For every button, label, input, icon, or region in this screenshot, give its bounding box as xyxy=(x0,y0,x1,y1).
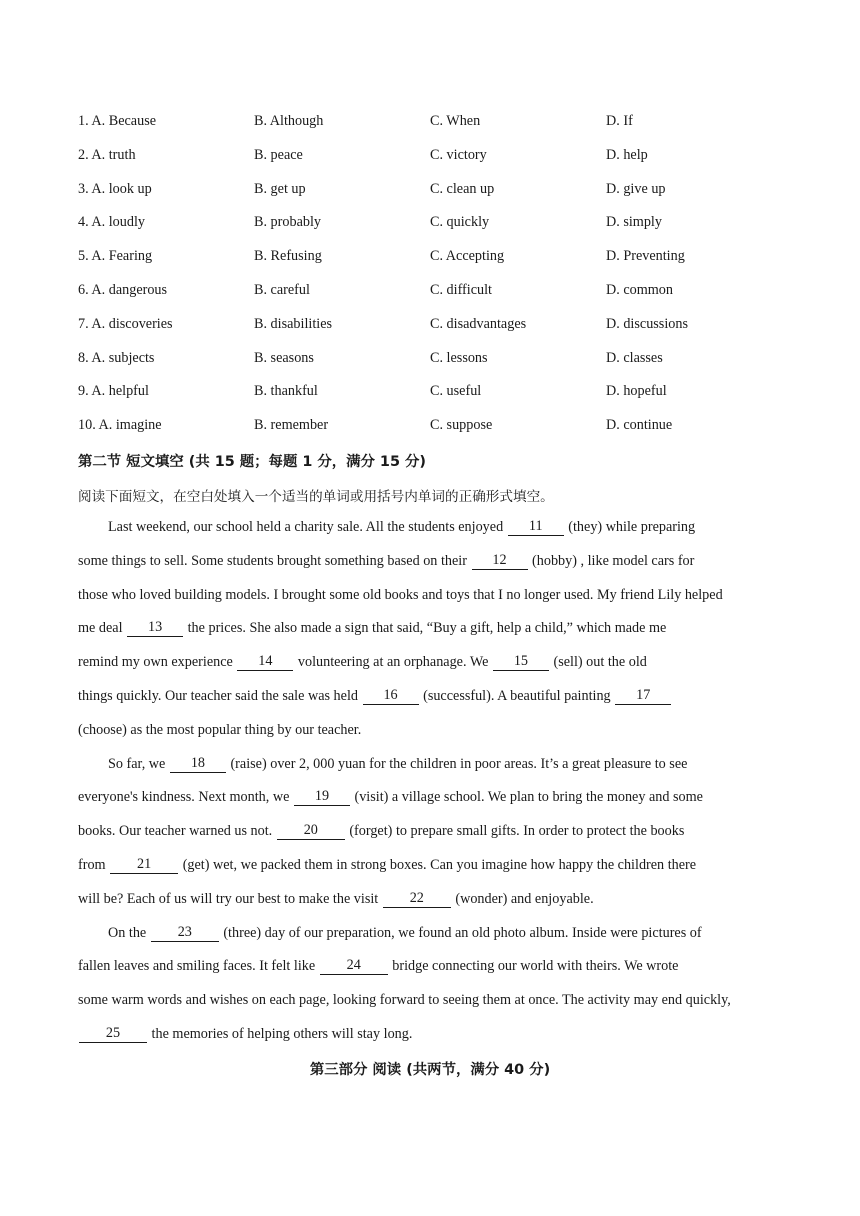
passage-line xyxy=(78,755,782,789)
option-choice: D. hopeful xyxy=(606,383,667,400)
blank-13: 13 xyxy=(127,619,183,637)
passage-line xyxy=(78,586,782,620)
text: bridge connecting our world with theirs. We wrote xyxy=(392,958,679,975)
text: (wonder) and enjoyable. xyxy=(455,890,594,907)
blank-18: 18 xyxy=(170,755,226,773)
option-row xyxy=(78,316,798,350)
passage xyxy=(78,518,782,1059)
option-choice: 9. A. helpful xyxy=(78,383,149,400)
text: (they) while preparing xyxy=(568,519,696,535)
passage-line xyxy=(78,687,782,721)
passage-line xyxy=(78,991,782,1025)
passage-line xyxy=(78,619,782,653)
option-choice: B. Refusing xyxy=(254,248,322,265)
blank-22: 22 xyxy=(383,890,451,908)
option-choice: B. remember xyxy=(254,417,329,434)
option-row xyxy=(78,248,798,282)
blank-16: 16 xyxy=(363,687,419,705)
text: (three) day of our preparation, we found an old photo album. Inside were pictures of xyxy=(223,924,702,941)
option-row xyxy=(78,383,798,417)
passage-line xyxy=(78,1025,782,1059)
blank-19: 19 xyxy=(294,788,350,806)
option-choice: D. give up xyxy=(606,180,666,197)
text: (choose) as the most popular thing by our teacher. xyxy=(78,721,362,738)
text: those who loved building models. I brought some old books and toys that I no longer used. My friend Lily helped xyxy=(78,586,723,603)
option-choice: 6. A. dangerous xyxy=(78,281,168,298)
text: the prices. She also made a sign that said, “Buy a gift, help a child,” which made me xyxy=(187,620,667,637)
option-choice: C. quickly xyxy=(430,214,490,231)
text: (get) wet, we packed them in strong boxes. Can you imagine how happy the children there xyxy=(182,856,697,873)
option-choice: 3. A. look up xyxy=(78,180,152,197)
option-row xyxy=(78,214,798,248)
passage-line xyxy=(78,552,782,586)
option-choice: 10. A. imagine xyxy=(78,417,162,434)
passage-line xyxy=(78,721,782,755)
option-choice: 4. A. loudly xyxy=(78,214,146,231)
option-choice: C. victory xyxy=(430,146,487,163)
option-choice: C. useful xyxy=(430,383,482,400)
option-row xyxy=(78,282,798,316)
text: Last weekend, our school held a charity sale. All the students enjoyed xyxy=(108,519,504,535)
section-instruction: 阅读下面短文，在空白处填入一个适当的单词或用括号内单词的正确形式填空。 xyxy=(78,489,554,505)
section-heading: 第二节 短文填空 (共 15 题；每题 1 分，满分 15 分) xyxy=(78,454,426,470)
text: fallen leaves and smiling faces. It felt like xyxy=(78,958,316,975)
option-choice: C. clean up xyxy=(430,180,495,197)
part-heading: 第三部分 阅读 (共两节，满分 40 分) xyxy=(309,1062,551,1078)
blank-14: 14 xyxy=(237,653,293,671)
option-choice: B. seasons xyxy=(254,349,314,366)
text: things quickly. Our teacher said the sale was held xyxy=(78,687,358,704)
blank-11: 11 xyxy=(508,518,564,536)
option-row xyxy=(78,181,798,215)
text: (successful). A beautiful painting xyxy=(423,687,611,704)
option-choice: B. probably xyxy=(254,214,321,231)
option-choice: B. get up xyxy=(254,180,306,197)
option-row xyxy=(78,350,798,384)
text: everyone's kindness. Next month, we xyxy=(78,789,290,806)
option-choice: 1. A. Because xyxy=(78,113,157,129)
blank-17: 17 xyxy=(615,687,671,705)
option-choice: C. suppose xyxy=(430,417,493,434)
option-choice: D. common xyxy=(606,281,673,298)
passage-line xyxy=(78,518,782,552)
option-choice: B. Although xyxy=(254,113,324,129)
blank-25: 25 xyxy=(79,1025,147,1043)
text: (visit) a village school. We plan to bring the money and some xyxy=(354,789,703,806)
option-choice: C. When xyxy=(430,113,481,129)
blank-12: 12 xyxy=(472,552,528,570)
text: On the xyxy=(108,924,147,941)
option-choice: B. peace xyxy=(254,146,303,163)
blank-15: 15 xyxy=(493,653,549,671)
option-choice: 7. A. discoveries xyxy=(78,315,173,332)
blank-24: 24 xyxy=(320,957,388,975)
option-choice: B. careful xyxy=(254,281,310,298)
option-choice: D. simply xyxy=(606,214,662,231)
blank-23: 23 xyxy=(151,924,219,942)
option-choice: B. thankful xyxy=(254,383,318,400)
passage-line xyxy=(78,822,782,856)
text: some warm words and wishes on each page, looking forward to seeing them at once. The activity may end quickly, xyxy=(78,992,731,1009)
text: (sell) out the old xyxy=(553,654,647,671)
option-choice: D. Preventing xyxy=(606,248,685,265)
option-choice: C. Accepting xyxy=(430,248,505,265)
option-choice: C. difficult xyxy=(430,281,493,298)
text: will be? Each of us will try our best to make the visit xyxy=(78,890,379,907)
passage-line xyxy=(78,957,782,991)
option-choice: 5. A. Fearing xyxy=(78,248,153,265)
text: So far, we xyxy=(108,755,166,772)
option-choice: D. discussions xyxy=(606,315,688,332)
option-choice: 8. A. subjects xyxy=(78,349,155,366)
passage-line xyxy=(78,856,782,890)
passage-line xyxy=(78,890,782,924)
option-choice: C. lessons xyxy=(430,349,488,366)
text: remind my own experience xyxy=(78,654,233,671)
option-choice: B. disabilities xyxy=(254,315,333,332)
option-choice: 2. A. truth xyxy=(78,146,136,163)
passage-line xyxy=(78,653,782,687)
options-table xyxy=(78,113,798,451)
passage-line xyxy=(78,788,782,822)
blank-20: 20 xyxy=(277,822,345,840)
passage-line xyxy=(78,924,782,958)
text: the memories of helping others will stay long. xyxy=(151,1025,413,1042)
text: some things to sell. Some students brought something based on their xyxy=(78,552,467,569)
text: (forget) to prepare small gifts. In order to protect the books xyxy=(349,823,685,840)
text: from xyxy=(78,856,106,873)
text: volunteering at an orphanage. We xyxy=(297,654,489,671)
text: (raise) over 2, 000 yuan for the children in poor areas. It’s a great pleasure to see xyxy=(230,755,688,772)
text: me deal xyxy=(78,620,123,637)
text: (hobby) , like model cars for xyxy=(532,552,695,569)
option-row xyxy=(78,147,798,181)
blank-21: 21 xyxy=(110,856,178,874)
option-choice: D. If xyxy=(606,113,633,129)
option-row xyxy=(78,113,798,147)
option-choice: D. continue xyxy=(606,417,673,434)
option-choice: D. classes xyxy=(606,349,663,366)
option-choice: D. help xyxy=(606,146,648,163)
option-row xyxy=(78,417,798,451)
text: books. Our teacher warned us not. xyxy=(78,823,273,840)
option-choice: C. disadvantages xyxy=(430,315,527,332)
